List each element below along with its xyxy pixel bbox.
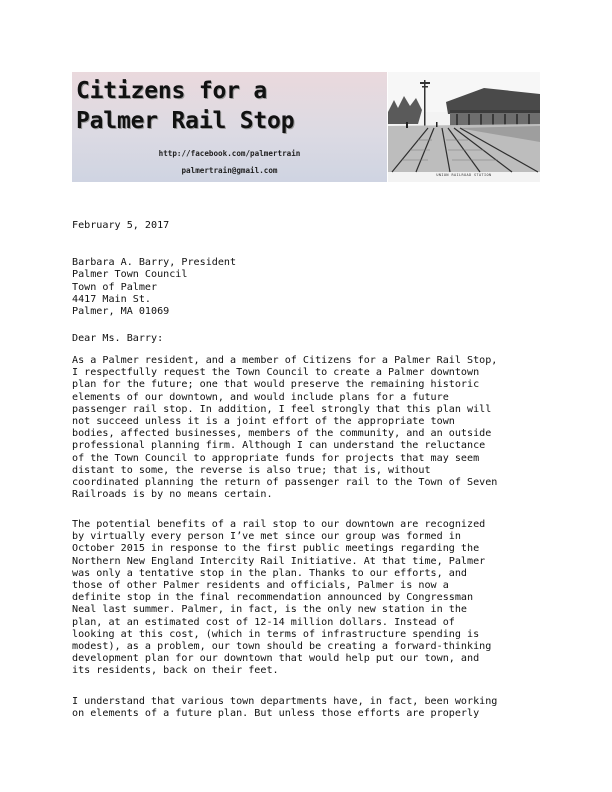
text-line: bodies, affected businesses, members of the community, and an outside	[72, 428, 492, 440]
train-station-photo	[388, 72, 540, 182]
text-line: Neal last summer. Palmer, in fact, is the only new station in the	[72, 604, 468, 616]
text-line: Railroads is by no means certain.	[72, 489, 273, 501]
text-line: by virtually every person I’ve met since our group was formed in	[72, 531, 461, 543]
text-line: I respectfully request the Town Council to create a Palmer downtown	[72, 367, 480, 379]
text-line: Northern New England Intercity Rail Initiative. At that time, Palmer	[72, 555, 486, 567]
train-station-photo-graphic	[388, 72, 540, 182]
text-line: on elements of a future plan. But unless those efforts are properly	[72, 708, 480, 720]
text-line: modest), as a problem, our town should be creating a forward-thinking	[72, 640, 492, 652]
letterhead-title-line-1: Citizens for a	[76, 78, 268, 104]
letter-date: February 5, 2017	[72, 220, 170, 231]
salutation: Dear Ms. Barry:	[72, 333, 164, 344]
text-line: looking at this cost, (which in terms of infrastructure spending is	[72, 628, 480, 640]
text-line: October 2015 in response to the first public meetings regarding the	[72, 543, 480, 555]
address-line: Town of Palmer	[72, 281, 158, 293]
address-line: Palmer Town Council	[72, 269, 188, 281]
text-line: plan, at an estimated cost of 12-14 million dollars. Instead of	[72, 616, 455, 628]
text-line: The potential benefits of a rail stop to our downtown are recognized	[72, 519, 486, 530]
text-line: I understand that various town departments have, in fact, been working	[72, 696, 498, 707]
text-line: those of other Palmer residents and officials, Palmer is now a	[72, 579, 449, 591]
text-line: coordinated planning the return of passenger rail to the Town of Seven	[72, 476, 498, 488]
text-line: its residents, back on their feet.	[72, 665, 279, 677]
text-line: was only a tentative stop in the plan. Thanks to our efforts, and	[72, 567, 468, 579]
address-line: Palmer, MA 01069	[72, 306, 170, 318]
contact-email: palmertrain@gmail.com	[181, 166, 278, 175]
text-line: distant to some, the reverse is also true; that is, without	[72, 464, 431, 476]
text-line: not succeed unless it is a joint effort of the appropriate town	[72, 415, 455, 427]
photo-caption: UNION RAILROAD STATION	[436, 173, 492, 177]
body-paragraph-3	[72, 696, 542, 720]
letterhead-title	[76, 76, 376, 136]
recipient-address	[72, 257, 236, 318]
text-line: As a Palmer resident, and a member of Citizens for a Palmer Rail Stop,	[72, 355, 498, 366]
text-line: definite stop in the final recommendation announced by Congressman	[72, 592, 474, 604]
letterhead-banner	[72, 72, 387, 182]
body-paragraph-1	[72, 355, 542, 501]
letterhead-title-line-2: Palmer Rail Stop	[76, 108, 295, 134]
body-paragraph-2	[72, 519, 542, 677]
text-line: passenger rail stop. In addition, I feel strongly that this plan will	[72, 403, 492, 415]
facebook-url: http://facebook.com/palmertrain	[158, 149, 301, 158]
text-line: plan for the future; one that would preserve the remaining historic	[72, 379, 480, 391]
address-line: 4417 Main St.	[72, 293, 152, 305]
text-line: elements of our downtown, and would include plans for a future	[72, 391, 449, 403]
text-line: development plan for our downtown that would help put our town, and	[72, 653, 480, 665]
address-line: Barbara A. Barry, President	[72, 257, 237, 268]
text-line: professional planning firm. Although I can understand the reluctance	[72, 440, 486, 452]
text-line: of the Town Council to appropriate funds for projects that may seem	[72, 452, 480, 464]
